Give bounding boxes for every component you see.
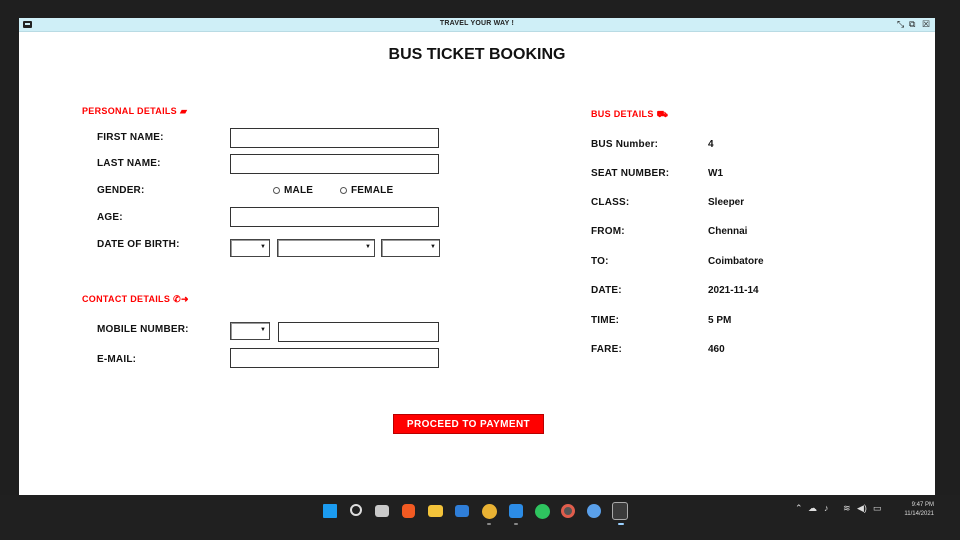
app-window bbox=[19, 18, 935, 495]
age-input[interactable] bbox=[230, 207, 439, 227]
mobile-number-label: MOBILE NUMBER: bbox=[97, 324, 189, 335]
close-icon[interactable]: ☒ bbox=[922, 19, 931, 29]
gender-male-radio[interactable] bbox=[273, 185, 313, 196]
phone-mail-icon: ✆➜ bbox=[173, 294, 189, 304]
contact-details-heading bbox=[82, 294, 189, 305]
age-label: AGE: bbox=[97, 212, 123, 223]
date-label: DATE: bbox=[591, 285, 622, 296]
running-indicator bbox=[618, 523, 624, 525]
dob-year-select[interactable] bbox=[381, 239, 440, 257]
file-explorer-icon[interactable] bbox=[428, 505, 443, 517]
running-indicator bbox=[514, 523, 518, 525]
mobile-number-input[interactable] bbox=[278, 322, 439, 342]
title-bar[interactable] bbox=[19, 18, 935, 32]
personal-details-heading bbox=[82, 106, 187, 117]
chrome-icon[interactable] bbox=[482, 504, 497, 519]
volume-icon[interactable]: ◀) bbox=[857, 503, 867, 513]
gender-label: GENDER: bbox=[97, 185, 145, 196]
first-name-label: FIRST NAME: bbox=[97, 132, 164, 143]
time-label: TIME: bbox=[591, 315, 620, 326]
page-title: BUS TICKET BOOKING bbox=[388, 46, 566, 63]
from-label: FROM: bbox=[591, 226, 625, 237]
task-view-icon[interactable] bbox=[375, 505, 389, 517]
date-value: 2021-11-14 bbox=[708, 285, 759, 296]
email-input[interactable] bbox=[230, 348, 439, 368]
window-title: TRAVEL YOUR WAY ! bbox=[439, 20, 515, 27]
seat-number-label: SEAT NUMBER: bbox=[591, 168, 670, 179]
email-label: E-MAIL: bbox=[97, 354, 137, 365]
to-value: Coimbatore bbox=[708, 256, 764, 267]
radio-circle-icon bbox=[340, 187, 347, 194]
battery-icon[interactable]: ▭ bbox=[873, 503, 882, 513]
country-code-select[interactable] bbox=[230, 322, 270, 340]
from-value: Chennai bbox=[708, 226, 748, 237]
cloud-icon[interactable]: ☁ bbox=[808, 503, 817, 513]
to-label: TO: bbox=[591, 256, 609, 267]
personal-details-heading-text: PERSONAL DETAILS bbox=[82, 106, 177, 116]
dob-month-select[interactable] bbox=[277, 239, 375, 257]
taskbar bbox=[0, 495, 960, 540]
dropdown-arrow-icon: ▼ bbox=[430, 244, 436, 250]
id-card-icon: ▰ bbox=[179, 106, 188, 116]
fare-value: 460 bbox=[708, 344, 725, 355]
dob-day-select[interactable] bbox=[230, 239, 270, 257]
taskbar-clock[interactable] bbox=[888, 501, 934, 519]
clock-time: 9:47 PM bbox=[911, 502, 934, 508]
time-value: 5 PM bbox=[708, 315, 732, 326]
bus-icon: ⛟ bbox=[656, 109, 669, 119]
last-name-label: LAST NAME: bbox=[97, 158, 161, 169]
bus-number-value: 4 bbox=[708, 139, 714, 150]
proceed-to-payment-button[interactable]: PROCEED TO PAYMENT bbox=[393, 414, 544, 434]
brave-browser-icon[interactable] bbox=[402, 504, 415, 518]
mail-icon[interactable] bbox=[455, 505, 469, 517]
wifi-icon[interactable]: ≋ bbox=[843, 503, 851, 513]
fare-label: FARE: bbox=[591, 344, 622, 355]
seat-number-value: W1 bbox=[708, 168, 723, 179]
resize-icon[interactable]: ⤡ bbox=[897, 19, 905, 29]
first-name-input[interactable] bbox=[230, 128, 439, 148]
bus-details-heading bbox=[591, 109, 668, 121]
chevron-up-icon[interactable]: ⌃ bbox=[795, 503, 803, 513]
app-icon[interactable] bbox=[587, 504, 601, 518]
dropdown-arrow-icon: ▼ bbox=[260, 244, 266, 250]
python-app-icon[interactable] bbox=[612, 502, 628, 520]
start-icon[interactable] bbox=[323, 504, 337, 518]
obs-icon[interactable] bbox=[561, 504, 575, 518]
class-label: CLASS: bbox=[591, 197, 630, 208]
last-name-input[interactable] bbox=[230, 154, 439, 174]
whatsapp-icon[interactable] bbox=[535, 504, 550, 519]
bus-details-heading-text: BUS DETAILS bbox=[591, 109, 654, 119]
gender-female-label: FEMALE bbox=[351, 185, 394, 196]
running-indicator bbox=[487, 523, 491, 525]
search-icon[interactable] bbox=[350, 504, 362, 516]
clock-date: 11/14/2021 bbox=[904, 511, 934, 517]
class-value: Sleeper bbox=[708, 197, 745, 208]
microphone-icon[interactable]: ♪ bbox=[824, 503, 829, 513]
vscode-icon[interactable] bbox=[509, 504, 523, 518]
dropdown-arrow-icon: ▼ bbox=[260, 327, 266, 333]
gender-male-label: MALE bbox=[284, 185, 314, 196]
restore-icon[interactable]: ⧉ bbox=[909, 19, 916, 29]
dropdown-arrow-icon: ▼ bbox=[365, 244, 371, 250]
bus-number-label: BUS Number: bbox=[591, 139, 659, 150]
contact-details-heading-text: CONTACT DETAILS bbox=[82, 294, 171, 304]
dob-label: DATE OF BIRTH: bbox=[97, 239, 180, 250]
gender-female-radio[interactable] bbox=[340, 185, 393, 196]
radio-circle-icon bbox=[273, 187, 280, 194]
